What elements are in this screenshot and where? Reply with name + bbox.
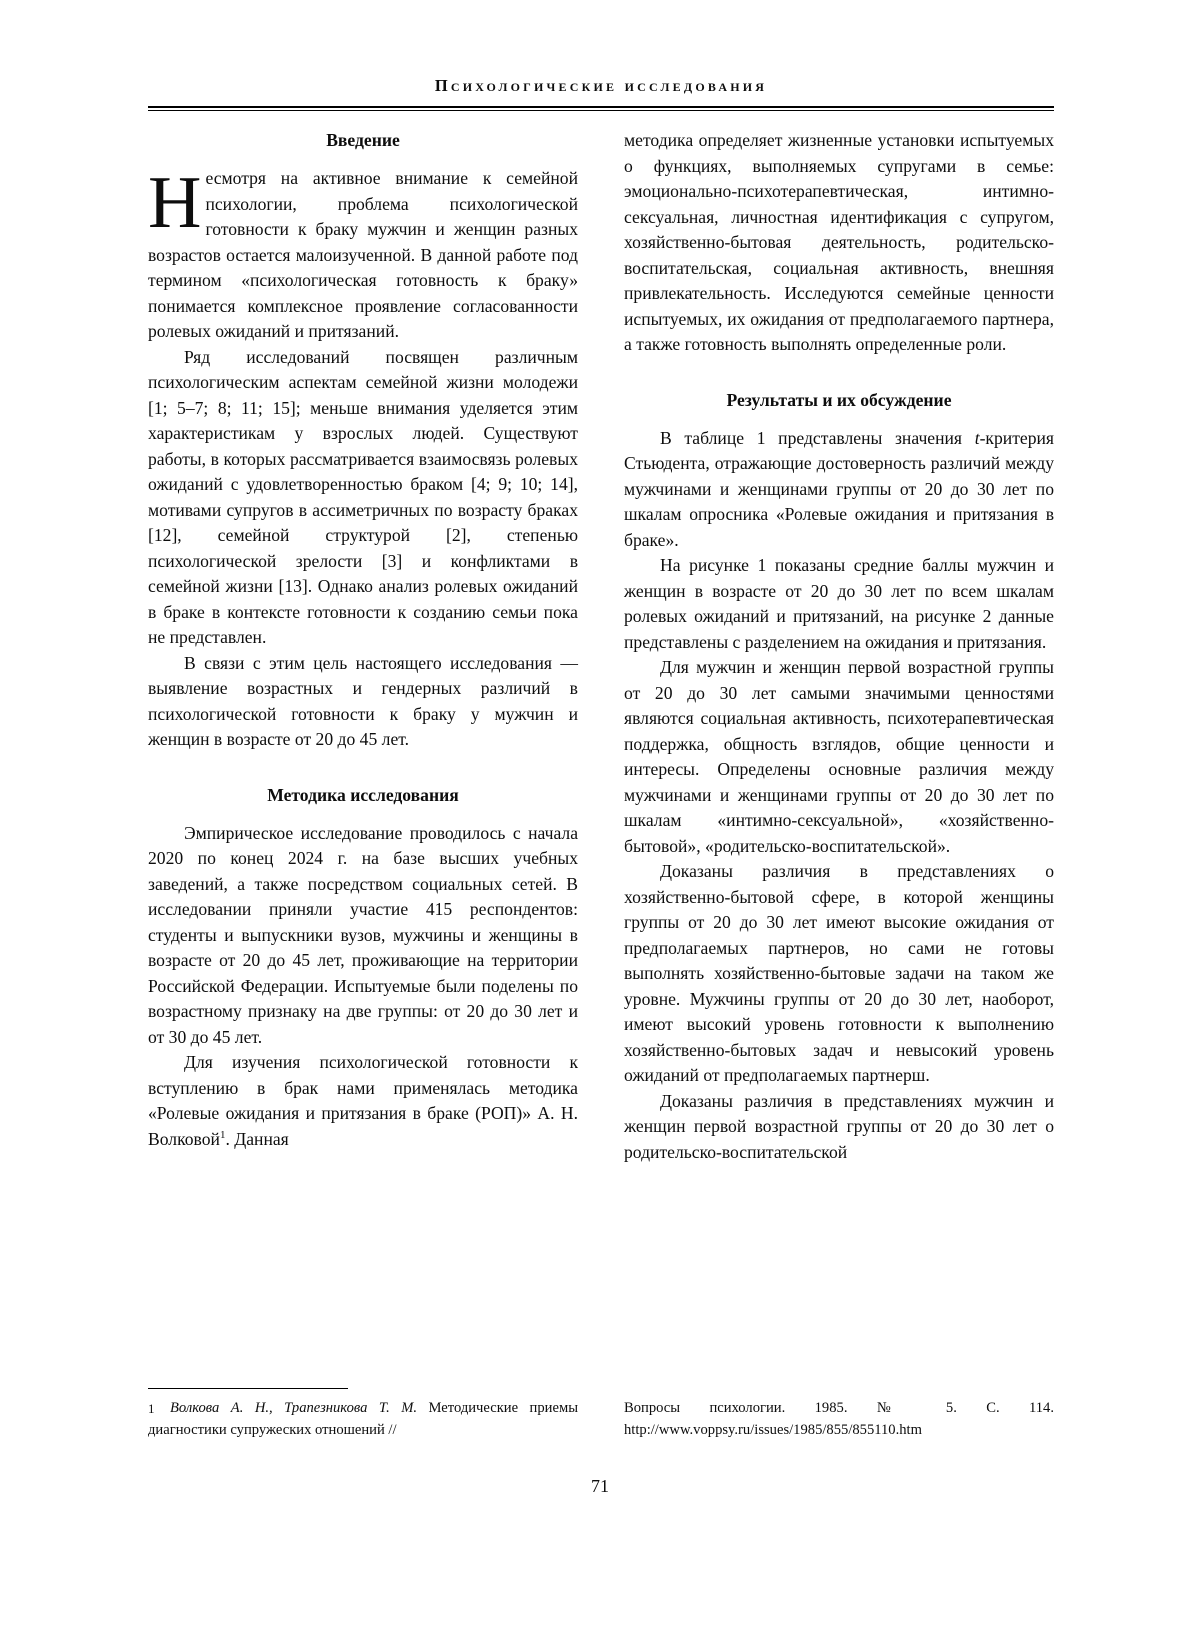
page-number: 71 bbox=[591, 1476, 609, 1496]
running-head: Психологические исследования bbox=[434, 76, 768, 95]
footnote-number: 1 bbox=[148, 1401, 155, 1416]
header-rule bbox=[148, 106, 1054, 111]
paragraph-intro-1-text: есмотря на активное внимание к семейной психологии, проблема психологической готовности к браку мужчин и женщин разных возрастов остается малоизученной. В данной работе под термином «психологическая готовность к браку» понимается комплексное проявление согласованности ролевых ожиданий и притязаний. bbox=[148, 168, 578, 341]
paragraph-results-5: Доказаны различия в представлениях мужчин и женщин первой возрастной группы от 20 до 30 лет о родительско-воспитательской bbox=[624, 1090, 1054, 1162]
column-right bbox=[624, 128, 1054, 1165]
column-left bbox=[148, 128, 578, 1152]
paragraph-method-2-text: Для изучения психологической готовности к вступлению в брак нами применялась методика «Ролевые ожидания и притязания в браке (РОП)» А. Н. Волковой bbox=[148, 1052, 578, 1149]
paragraph-method-2 bbox=[148, 1050, 578, 1152]
paragraph-intro-1 bbox=[148, 162, 578, 345]
footnote-left bbox=[148, 1398, 578, 1441]
drop-cap: Н bbox=[148, 162, 202, 244]
paragraph-results-1-a: В таблице 1 представлены значения bbox=[660, 427, 975, 448]
footnote-marker[interactable]: 1 bbox=[219, 1128, 226, 1141]
footnote-title: Методические приемы диагностики супружеских отношений // bbox=[148, 1400, 578, 1438]
heading-introduction: Введение bbox=[326, 130, 400, 150]
paragraph-results-1 bbox=[624, 426, 1054, 554]
paragraph-method-continued: методика определяет жизненные установки испытуемых о функциях, выполняемых супругами в семье: эмоционально-психотерапевтическая, интимно-сексуальная, личностная идентификация с супругом, хозяйственно-бытовая деятельность, родительско-воспитательская, социальная активность, внешняя привлекательность. Исследуются семейные ценности испытуемых, их ожидания от предполагаемого партнера, а также готовность выполнять определенные роли. bbox=[624, 130, 1054, 354]
heading-method: Методика исследования bbox=[267, 784, 459, 805]
paragraph-method-1: Эмпирическое исследование проводилось с начала 2020 по конец 2024 г. на базе высших учебных заведений, а также посредством социальных сетей. В исследовании приняли участие 415 респондентов: студенты и выпускники вузов, мужчины и женщины в возрасте от 20 до 45 лет, проживающие на территории Российской Федерации. Испытуемые были поделены по возрастному признаку на две группы: от 20 до 30 лет и от 30 до 45 лет. bbox=[148, 822, 578, 1047]
paragraph-results-2: На рисунке 1 показаны средние баллы мужчин и женщин в возрасте от 20 до 30 лет по всем шкалам ролевых ожиданий и притязаний, на рисунке 2 данные представлены с разделением на ожидания и притязания. bbox=[624, 555, 1054, 652]
t-criterion-symbol: t bbox=[974, 427, 980, 448]
paragraph-results-1-b: -критерия Стьюдента, отражающие достоверность различий между мужчинами и женщинами группы от 20 до 30 лет по шкалам опросника «Ролевые ожидания и притязания в браке». bbox=[624, 427, 1054, 550]
footnote-authors: Волкова А. Н., Трапезникова Т. М. bbox=[170, 1400, 418, 1416]
paragraph-intro-3: В связи с этим цель настоящего исследования — выявление возрастных и гендерных различий в психологической готовности к браку у мужчин и женщин в возрасте от 20 до 45 лет. bbox=[148, 652, 578, 749]
heading-results: Результаты и их обсуждение bbox=[726, 389, 952, 410]
paragraph-results-4: Доказаны различия в представлениях о хозяйственно-бытовой сфере, в которой женщины группы от 20 до 30 лет имеют высокие ожидания от предполагаемых партнеров, но сами не готовы выполнять хозяйственно-бытовые задачи на таком же уровне. Мужчины группы от 20 до 30 лет, наоборот, имеют высокий уровень готовности к выполнению хозяйственно-бытовых задач и невысокий уровень ожиданий от предполагаемых партнерш. bbox=[624, 861, 1054, 1085]
footnote-separator bbox=[148, 1388, 348, 1389]
paragraph-results-3: Для мужчин и женщин первой возрастной группы от 20 до 30 лет самыми значимыми ценностями являются социальная активность, психотерапевтическая поддержка, общность взглядов, общие ценности и интересы. Определены основные различия между мужчинами и женщинами группы от 20 до 30 лет по шкалам «интимно-сексуальной», «хозяйственно-бытовой», «родительско-воспитательской». bbox=[624, 657, 1054, 856]
footnote-continuation: Вопросы психологии. 1985. № 5. С. 114. http://www.voppsy.ru/issues/1985/855/855110.htm bbox=[624, 1400, 1054, 1438]
paragraph-intro-2: Ряд исследований посвящен различным психологическим аспектам семейной жизни молодежи [1; 5–7; 8; 11; 15]; меньше внимания уделяется этим характеристикам у взрослых людей. Существуют работы, в которых рассматривается взаимосвязь ролевых ожиданий с удовлетворенностью браком [4; 9; 10; 14], мотивами супругов в ассиметричных по возрасту браках [12], семейной структурой [2], степенью психологической зрелости [3] и конфликтами в семейной жизни [13]. Однако анализ ролевых ожиданий в браке в контексте готовности к созданию семьи пока не представлен. bbox=[148, 346, 578, 647]
paragraph-method-2-tail: . Данная bbox=[225, 1128, 289, 1149]
